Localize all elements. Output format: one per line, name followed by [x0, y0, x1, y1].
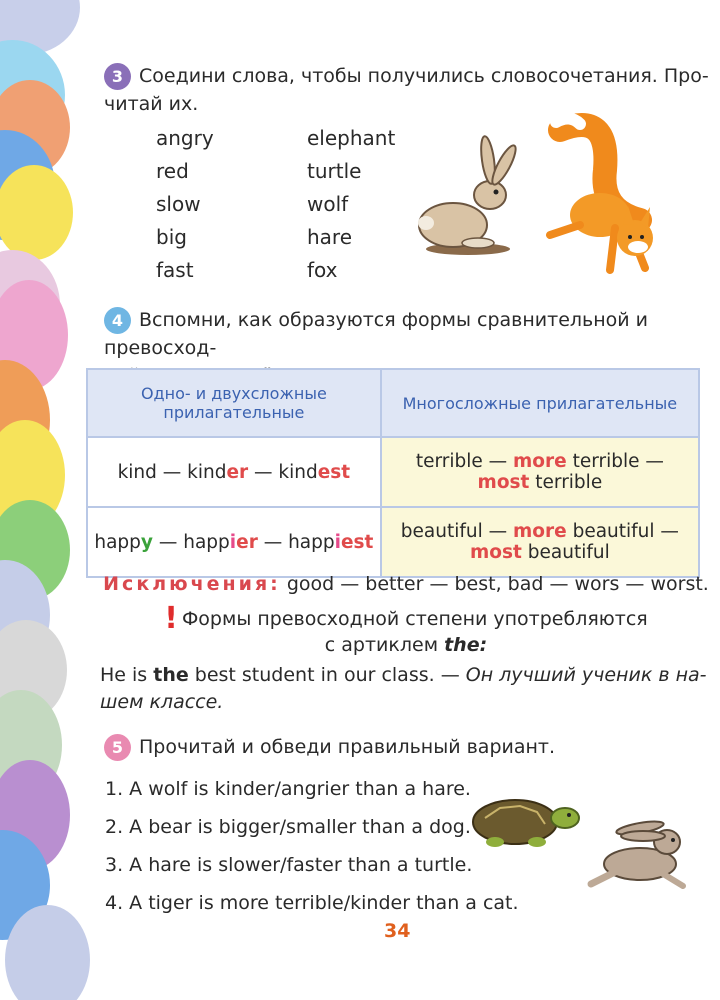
example-translation-line2: шем классе. [100, 691, 224, 713]
cell-text: — happ [257, 531, 335, 553]
suffix-er: er [226, 461, 249, 483]
fox-illustration [530, 110, 665, 280]
rule-article: the: [444, 634, 488, 656]
exclamation-icon: ! [164, 601, 178, 636]
letter-i: i [334, 531, 341, 553]
word-noun: fox [307, 258, 338, 282]
cell-text: kind — kind [117, 461, 227, 483]
task4-text-line1: Вспомни, как образуются формы сравнительной и превосход- [104, 309, 649, 359]
cell-text: terrible — [415, 451, 514, 472]
running-hare-illustration [585, 812, 697, 897]
example-translation-line1: Он лучший ученик в на- [465, 664, 707, 686]
task3-number-badge: 3 [104, 63, 131, 90]
word-adjective: angry [156, 126, 214, 150]
table-header-row [87, 369, 699, 437]
task3-text-line1: Соедини слова, чтобы получились словосочетания. Про- [139, 65, 709, 87]
turtle-illustration [465, 790, 585, 850]
word-noun: wolf [307, 192, 349, 216]
adjective-degrees-table [86, 368, 700, 578]
rule-text-line2: с артиклем [324, 634, 445, 656]
superlative-rule [100, 601, 712, 658]
noun-column [307, 122, 395, 287]
sentence-item: 4. A tiger is more terrible/kinder than a cat. [105, 892, 519, 914]
task4-number-badge: 4 [104, 307, 131, 334]
exceptions-label: Исключения: [103, 573, 281, 595]
sentence-item: 2. A bear is bigger/smaller than a dog. [105, 816, 471, 838]
letter-i: i [229, 531, 237, 553]
cell-kind-forms [87, 437, 381, 507]
header-left-line1: Одно- и двухсложные [140, 384, 327, 403]
header-short-adjectives [87, 369, 381, 437]
letter-y: y [140, 531, 153, 553]
word-more: more [513, 451, 567, 472]
example-article: the [153, 664, 189, 686]
task5-title: Прочитай и обведи правильный вариант. [139, 736, 556, 758]
task5-number-badge: 5 [104, 734, 131, 761]
cell-text: beautiful — [400, 521, 514, 542]
example-text: He is [100, 664, 154, 686]
word-adjective: big [156, 225, 187, 249]
task5-instruction [104, 733, 712, 761]
header-long-adjectives: Многосложные прилагательные [381, 369, 699, 437]
sentence-item: 3. A hare is slower/faster than a turtle. [105, 854, 473, 876]
word-more: more [513, 521, 567, 542]
word-most: most [477, 472, 530, 493]
hare-illustration [408, 135, 528, 260]
cell-text: — happ [152, 531, 230, 553]
cell-terrible-forms [381, 437, 699, 507]
cell-text: beautiful — [566, 521, 679, 542]
exceptions-text: good — better — best, bad — wors — worst. [280, 573, 709, 595]
cell-text: happ [94, 531, 141, 553]
suffix-er: er [236, 531, 258, 553]
table-row [87, 437, 699, 507]
rule-text-line1: Формы превосходной степени употребляются [181, 608, 648, 630]
word-noun: elephant [307, 126, 396, 150]
cell-happy-forms [87, 507, 381, 577]
adjective-column [156, 122, 214, 287]
word-adjective: fast [156, 258, 194, 282]
cell-text: terrible [529, 472, 603, 493]
table-row [87, 507, 699, 577]
word-adjective: red [156, 159, 189, 183]
word-noun: hare [307, 225, 353, 249]
page-number: 34 [384, 920, 411, 942]
word-adjective: slow [156, 192, 201, 216]
cell-text: — kind [248, 461, 318, 483]
exceptions-line [100, 573, 712, 595]
word-most: most [470, 542, 522, 563]
header-left-line2: прилагательные [163, 403, 305, 422]
suffix-est: est [340, 531, 374, 553]
sentence-item: 1. A wolf is kinder/angrier than a hare. [105, 778, 471, 800]
task3-text-line2: читай их. [104, 93, 199, 115]
word-noun: turtle [307, 159, 362, 183]
example-sentence [100, 662, 712, 716]
cell-beautiful-forms [381, 507, 699, 577]
example-text: best student in our class. — [188, 664, 466, 686]
sentence-list [105, 770, 519, 922]
cell-text: terrible — [566, 451, 664, 472]
suffix-est: est [317, 461, 351, 483]
cell-text: beautiful [521, 542, 610, 563]
